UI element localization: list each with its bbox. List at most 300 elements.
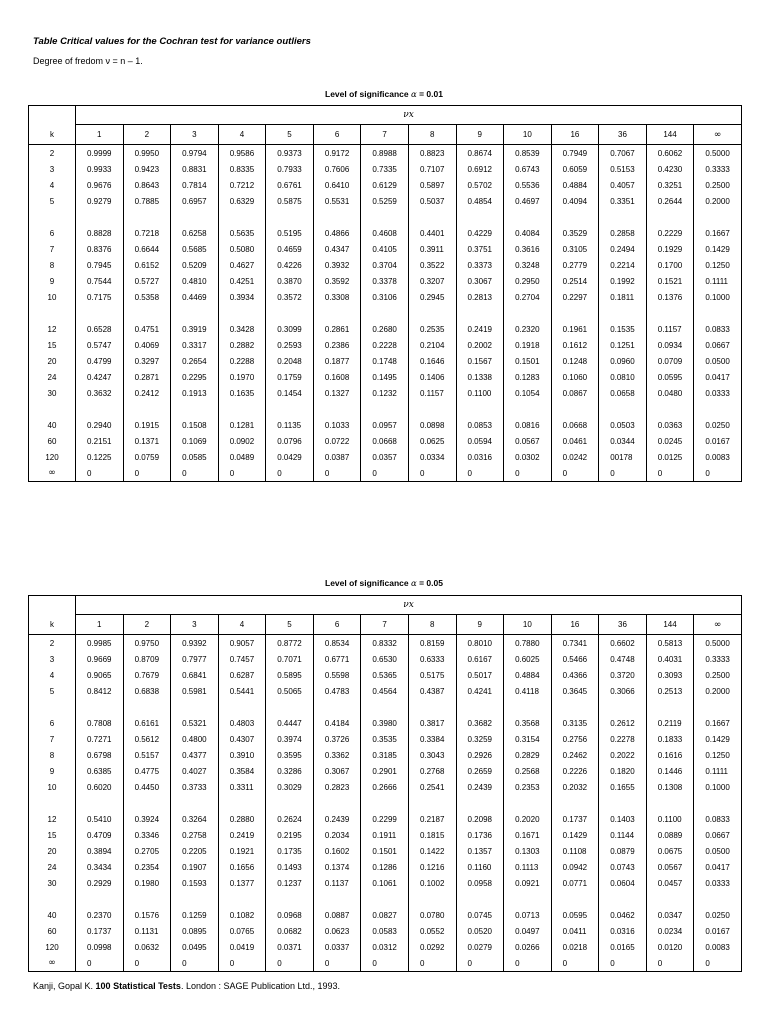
k-value: 6	[29, 715, 76, 731]
critical-value: 0.0833	[694, 811, 742, 827]
critical-value: 0.3919	[171, 321, 219, 337]
critical-value: 0	[76, 955, 124, 972]
critical-value: 0.2823	[313, 779, 361, 795]
critical-value: 0.2320	[504, 321, 552, 337]
critical-value: 0.1501	[504, 353, 552, 369]
critical-value: 0.1918	[504, 337, 552, 353]
critical-value: 0.1429	[694, 731, 742, 747]
table-row	[29, 859, 742, 875]
critical-value: 0.1907	[171, 859, 219, 875]
column-header: 16	[551, 615, 599, 635]
critical-value: 0.0347	[646, 907, 694, 923]
critical-value: 0.2297	[551, 289, 599, 305]
critical-value: 0.5410	[76, 811, 124, 827]
spacer-cell	[456, 699, 504, 715]
critical-value: 0.0333	[694, 385, 742, 401]
k-value: 6	[29, 225, 76, 241]
spacer-cell	[76, 699, 124, 715]
critical-value: 0.0958	[456, 875, 504, 891]
critical-value: 0.2654	[171, 353, 219, 369]
group-spacer	[29, 699, 742, 715]
critical-value: 0.0816	[504, 417, 552, 433]
spacer-cell	[361, 891, 409, 907]
critical-value: 0.4659	[266, 241, 314, 257]
table-row	[29, 635, 742, 652]
critical-value: 0.3682	[456, 715, 504, 731]
critical-value: 0.1403	[599, 811, 647, 827]
critical-value: 0.7175	[76, 289, 124, 305]
critical-value: 0.1286	[361, 859, 409, 875]
critical-value: 0.1667	[694, 225, 742, 241]
spacer-cell	[171, 795, 219, 811]
critical-value: 0.2779	[551, 257, 599, 273]
critical-value: 0.1493	[266, 859, 314, 875]
k-value: 3	[29, 651, 76, 667]
critical-value: 0.1700	[646, 257, 694, 273]
k-value: 5	[29, 683, 76, 699]
spacer-cell	[456, 209, 504, 225]
critical-value: 0.7067	[599, 145, 647, 162]
critical-value: 0.0957	[361, 417, 409, 433]
critical-value: 0.6329	[218, 193, 266, 209]
critical-value: 0.0250	[694, 417, 742, 433]
critical-value: 0	[551, 955, 599, 972]
critical-value: 0.2813	[456, 289, 504, 305]
table-row	[29, 683, 742, 699]
critical-value: 0.1929	[646, 241, 694, 257]
critical-value: 0.1100	[646, 811, 694, 827]
k-value: 40	[29, 907, 76, 923]
critical-value: 0.3428	[218, 321, 266, 337]
critical-value: 0.0902	[218, 433, 266, 449]
k-value: 24	[29, 369, 76, 385]
critical-value: 0.0867	[551, 385, 599, 401]
critical-value: 0.1602	[313, 843, 361, 859]
table-row	[29, 241, 742, 257]
critical-value: 0.9999	[76, 145, 124, 162]
k-value: 4	[29, 667, 76, 683]
critical-value: 0.4697	[504, 193, 552, 209]
critical-value: 0	[456, 465, 504, 482]
critical-value: 0.2858	[599, 225, 647, 241]
spacer-cell	[361, 699, 409, 715]
critical-value: 0.9794	[171, 145, 219, 162]
critical-value: 0.8335	[218, 161, 266, 177]
critical-value: 0.3043	[408, 747, 456, 763]
critical-value: 0.0312	[361, 939, 409, 955]
critical-value: 0.4447	[266, 715, 314, 731]
critical-value: 0.6957	[171, 193, 219, 209]
spacer-cell	[171, 699, 219, 715]
critical-value: 0.0722	[313, 433, 361, 449]
critical-value: 0.7808	[76, 715, 124, 731]
critical-value: 0.5065	[266, 683, 314, 699]
spacer-cell	[694, 401, 742, 417]
critical-value: 0.0417	[694, 369, 742, 385]
critical-value: 0	[266, 955, 314, 972]
critical-value: 0.1671	[504, 827, 552, 843]
spacer-cell	[123, 699, 171, 715]
table-row	[29, 161, 742, 177]
critical-value: 0.1429	[551, 827, 599, 843]
critical-value: 0.0658	[599, 385, 647, 401]
critical-value: 0.3333	[694, 651, 742, 667]
critical-value: 0.3974	[266, 731, 314, 747]
critical-value: 0	[76, 465, 124, 482]
critical-value: 0.7814	[171, 177, 219, 193]
critical-value: 0.0765	[218, 923, 266, 939]
spacer-cell	[646, 305, 694, 321]
critical-value: 0.1144	[599, 827, 647, 843]
critical-value: 0.0833	[694, 321, 742, 337]
critical-value: 0.4469	[171, 289, 219, 305]
critical-value: 0.5358	[123, 289, 171, 305]
critical-value: 0.9750	[123, 635, 171, 652]
critical-value: 0.5000	[694, 145, 742, 162]
nu-header-row	[29, 596, 742, 615]
critical-value: 0.7107	[408, 161, 456, 177]
critical-value: 0.1338	[456, 369, 504, 385]
critical-value: 0.9933	[76, 161, 124, 177]
critical-value: 0	[408, 955, 456, 972]
critical-value: 0.1759	[266, 369, 314, 385]
column-header: 8	[408, 615, 456, 635]
table-row	[29, 731, 742, 747]
critical-value: 0.1054	[504, 385, 552, 401]
critical-value: 0.2195	[266, 827, 314, 843]
spacer-cell	[551, 305, 599, 321]
critical-value: 0.7606	[313, 161, 361, 177]
k-value: 3	[29, 161, 76, 177]
critical-value: 0.5981	[171, 683, 219, 699]
critical-value: 0.2535	[408, 321, 456, 337]
critical-value: 0.7679	[123, 667, 171, 683]
critical-value: 0.9172	[313, 145, 361, 162]
critical-value: 0.7949	[551, 145, 599, 162]
table-row	[29, 385, 742, 401]
critical-value: 0.2000	[694, 683, 742, 699]
critical-value: 0.9065	[76, 667, 124, 683]
critical-value: 0.1371	[123, 433, 171, 449]
critical-value: 0.0419	[218, 939, 266, 955]
critical-value: 0.8412	[76, 683, 124, 699]
critical-value: 0.7885	[123, 193, 171, 209]
critical-value: 0.4230	[646, 161, 694, 177]
critical-value: 0.7271	[76, 731, 124, 747]
table-row	[29, 955, 742, 972]
critical-value: 0.3311	[218, 779, 266, 795]
critical-value: 0.6530	[361, 651, 409, 667]
spacer-cell	[408, 401, 456, 417]
critical-value: 0.1655	[599, 779, 647, 795]
critical-value: 0.0623	[313, 923, 361, 939]
spacer-cell	[313, 401, 361, 417]
critical-value: 0.0125	[646, 449, 694, 465]
k-value: 8	[29, 747, 76, 763]
critical-value: 0.2098	[456, 811, 504, 827]
critical-value: 0.4226	[266, 257, 314, 273]
critical-value: 0.1283	[504, 369, 552, 385]
spacer-cell	[551, 209, 599, 225]
critical-value: 0.1232	[361, 385, 409, 401]
critical-value: 0.3333	[694, 161, 742, 177]
critical-value: 0	[361, 955, 409, 972]
critical-value: 0.0632	[123, 939, 171, 955]
critical-value: 0.1446	[646, 763, 694, 779]
critical-value: 0	[218, 465, 266, 482]
critical-value: 0.1820	[599, 763, 647, 779]
critical-value: 0.4783	[313, 683, 361, 699]
critical-value: 0.6410	[313, 177, 361, 193]
critical-value: 0.6912	[456, 161, 504, 177]
spacer-cell	[123, 305, 171, 321]
column-header: 5	[266, 615, 314, 635]
critical-value: 0.5612	[123, 731, 171, 747]
table-row	[29, 369, 742, 385]
nu-label: νx	[76, 596, 742, 615]
critical-value: 0.4241	[456, 683, 504, 699]
critical-value: 0.1616	[646, 747, 694, 763]
critical-value: 0.9985	[76, 635, 124, 652]
critical-value: 0.0879	[599, 843, 647, 859]
critical-value: 0.6771	[313, 651, 361, 667]
critical-value: 0.5466	[551, 651, 599, 667]
critical-value: 0.2644	[646, 193, 694, 209]
table-row	[29, 811, 742, 827]
column-header: ∞	[694, 125, 742, 145]
critical-value: 0.6761	[266, 177, 314, 193]
critical-value: 0.2104	[408, 337, 456, 353]
k-value: 9	[29, 763, 76, 779]
column-header: 4	[218, 125, 266, 145]
critical-value: 0.5598	[313, 667, 361, 683]
group-spacer	[29, 305, 742, 321]
column-header: 16	[551, 125, 599, 145]
critical-value: 0.4118	[504, 683, 552, 699]
critical-value: 0.2353	[504, 779, 552, 795]
critical-value: 0.1635	[218, 385, 266, 401]
critical-value: 0.6059	[551, 161, 599, 177]
citation-book-title: 100 Statistical Tests	[95, 981, 181, 991]
critical-value: 0.7341	[551, 635, 599, 652]
column-header: 7	[361, 125, 409, 145]
critical-value: 0.2002	[456, 337, 504, 353]
spacer-cell	[218, 401, 266, 417]
table-row	[29, 779, 742, 795]
critical-value: 0.1748	[361, 353, 409, 369]
critical-value: 0.6258	[171, 225, 219, 241]
column-header-row	[29, 125, 742, 145]
k-value: 15	[29, 827, 76, 843]
critical-value: 0.1308	[646, 779, 694, 795]
spacer-cell	[29, 891, 76, 907]
critical-value: 0.3259	[456, 731, 504, 747]
critical-value: 0.1113	[504, 859, 552, 875]
k-value: 15	[29, 337, 76, 353]
critical-value: 0.3067	[313, 763, 361, 779]
k-value: 60	[29, 433, 76, 449]
critical-value: 0.3297	[123, 353, 171, 369]
critical-value: 0.0245	[646, 433, 694, 449]
k-value: 30	[29, 385, 76, 401]
critical-value: 0.0302	[504, 449, 552, 465]
critical-value: 0.0218	[551, 939, 599, 955]
table-row	[29, 417, 742, 433]
critical-value: 0.3378	[361, 273, 409, 289]
spacer-cell	[504, 699, 552, 715]
critical-value: 0.2880	[218, 811, 266, 827]
table-row	[29, 193, 742, 209]
spacer-cell	[599, 305, 647, 321]
critical-value: 0.4810	[171, 273, 219, 289]
table-row	[29, 145, 742, 162]
critical-value: 0.2666	[361, 779, 409, 795]
critical-value: 0.5175	[408, 667, 456, 683]
critical-value: 0.2926	[456, 747, 504, 763]
spacer-cell	[76, 795, 124, 811]
critical-value: 0.5195	[266, 225, 314, 241]
spacer-cell	[361, 209, 409, 225]
critical-value: 0.1915	[123, 417, 171, 433]
critical-value: 0.1033	[313, 417, 361, 433]
spacer-cell	[694, 305, 742, 321]
spacer-cell	[504, 305, 552, 321]
table-row	[29, 907, 742, 923]
critical-value: 0	[361, 465, 409, 482]
critical-value: 0.1508	[171, 417, 219, 433]
spacer-cell	[599, 891, 647, 907]
critical-value: 0.0604	[599, 875, 647, 891]
table-row	[29, 257, 742, 273]
critical-value: 0.4105	[361, 241, 409, 257]
critical-value: 0.2624	[266, 811, 314, 827]
critical-value: 0.5895	[266, 667, 314, 683]
critical-value: 0.3535	[361, 731, 409, 747]
critical-value: 0.0457	[646, 875, 694, 891]
critical-value: 0.0771	[551, 875, 599, 891]
table-row	[29, 289, 742, 305]
critical-value: 0.2500	[694, 177, 742, 193]
critical-value: 0.1000	[694, 289, 742, 305]
critical-value: 0.2419	[456, 321, 504, 337]
critical-value: 0.0585	[171, 449, 219, 465]
critical-value: 0.2500	[694, 667, 742, 683]
k-value: 10	[29, 779, 76, 795]
spacer-cell	[266, 401, 314, 417]
corner-cell	[29, 106, 76, 125]
critical-value: 0.2659	[456, 763, 504, 779]
critical-value: 0.5017	[456, 667, 504, 683]
critical-value: 0.0489	[218, 449, 266, 465]
spacer-cell	[218, 891, 266, 907]
k-value: 9	[29, 273, 76, 289]
critical-value: 0.2151	[76, 433, 124, 449]
critical-value: 0.6333	[408, 651, 456, 667]
critical-value: 0.2000	[694, 193, 742, 209]
spacer-cell	[504, 209, 552, 225]
spacer-cell	[694, 795, 742, 811]
critical-value: 0.9669	[76, 651, 124, 667]
critical-value: 0	[313, 465, 361, 482]
critical-value: 0.1737	[76, 923, 124, 939]
critical-value: 0.2861	[313, 321, 361, 337]
critical-value: 0.9950	[123, 145, 171, 162]
critical-value: 0.1216	[408, 859, 456, 875]
caption-prefix: Level of significance	[325, 578, 409, 588]
critical-value: 0.1376	[646, 289, 694, 305]
k-header: k	[29, 125, 76, 145]
critical-value: 0	[171, 465, 219, 482]
critical-value: 0.7218	[123, 225, 171, 241]
critical-value: 0.5875	[266, 193, 314, 209]
critical-value: 0.1833	[646, 731, 694, 747]
spacer-cell	[313, 699, 361, 715]
critical-value: 0.2514	[551, 273, 599, 289]
critical-value: 0.0552	[408, 923, 456, 939]
column-header: 3	[171, 615, 219, 635]
critical-value: 0.8674	[456, 145, 504, 162]
table-row	[29, 177, 742, 193]
critical-value: 0.1612	[551, 337, 599, 353]
critical-value: 0.7933	[266, 161, 314, 177]
critical-value: 0.1108	[551, 843, 599, 859]
spacer-cell	[694, 891, 742, 907]
critical-value: 0.8376	[76, 241, 124, 257]
critical-value: 0.8709	[123, 651, 171, 667]
table-row	[29, 763, 742, 779]
critical-value: 0.2756	[551, 731, 599, 747]
critical-value: 0.0165	[599, 939, 647, 955]
critical-value: 0.0934	[646, 337, 694, 353]
critical-value: 0	[599, 465, 647, 482]
critical-value: 0.6743	[504, 161, 552, 177]
critical-value: 0	[504, 955, 552, 972]
critical-value: 0.0889	[646, 827, 694, 843]
critical-value: 0.5153	[599, 161, 647, 177]
critical-value: 0.5157	[123, 747, 171, 763]
critical-value: 0.0480	[646, 385, 694, 401]
column-header: 8	[408, 125, 456, 145]
table-body	[29, 596, 742, 972]
column-header: 6	[313, 615, 361, 635]
critical-value: 0.3592	[313, 273, 361, 289]
k-value: 24	[29, 859, 76, 875]
critical-value: 0.4307	[218, 731, 266, 747]
critical-value: 0.1137	[313, 875, 361, 891]
critical-value: 0.1422	[408, 843, 456, 859]
k-value: 12	[29, 321, 76, 337]
critical-value: 0	[646, 955, 694, 972]
critical-value: 0.1736	[456, 827, 504, 843]
critical-value: 0.8010	[456, 635, 504, 652]
critical-value: 0.5531	[313, 193, 361, 209]
k-value: ∞	[29, 465, 76, 482]
spacer-cell	[218, 795, 266, 811]
spacer-cell	[76, 401, 124, 417]
critical-value: 0.6152	[123, 257, 171, 273]
critical-value: 0.3529	[551, 225, 599, 241]
critical-value: 0.0713	[504, 907, 552, 923]
critical-value: 0.6020	[76, 779, 124, 795]
critical-value: 0.9423	[123, 161, 171, 177]
spacer-cell	[599, 699, 647, 715]
alpha-symbol: α	[411, 90, 417, 100]
critical-value: 0.1501	[361, 843, 409, 859]
critical-value: 0.8772	[266, 635, 314, 652]
critical-value: 0.0242	[551, 449, 599, 465]
critical-value: 0.5441	[218, 683, 266, 699]
critical-value: 0.1877	[313, 353, 361, 369]
